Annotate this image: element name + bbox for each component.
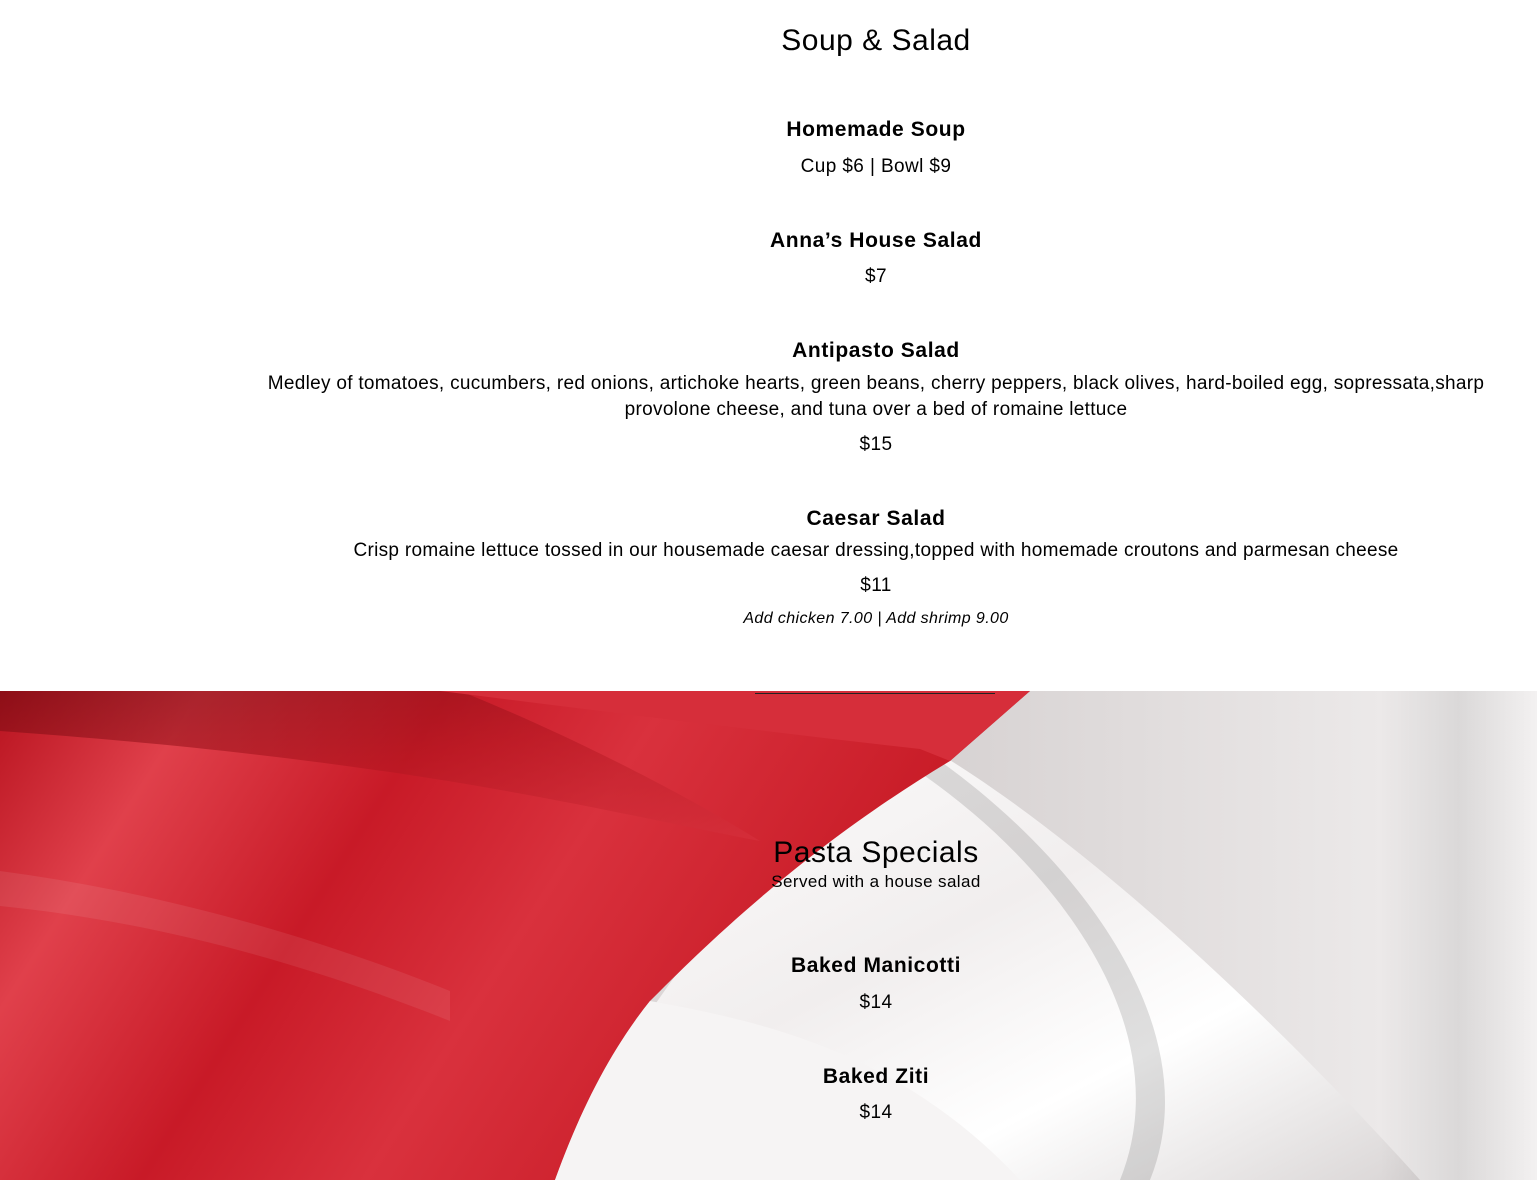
item-price: $11	[860, 575, 892, 596]
item-price: $15	[859, 434, 893, 455]
item-name: Baked Manicotti	[790, 954, 962, 977]
section-divider	[755, 693, 995, 694]
menu-item	[215, 507, 1537, 531]
item-price: $7	[865, 266, 887, 287]
item-name: Baked Ziti	[822, 1065, 930, 1088]
item-price: Cup $6 | Bowl $9	[800, 156, 952, 177]
item-description: Medley of tomatoes, cucumbers, red onions, artichoke hearts, green beans, cherry peppers, black olives, hard-boiled egg, sopressata,sharp provolone cheese, and tuna over a bed of romaine lettuce	[267, 373, 1485, 420]
item-description: Crisp romaine lettuce tossed in our housemade caesar dressing,topped with homemade croutons and parmesan cheese	[353, 540, 1399, 561]
item-price: $14	[859, 992, 893, 1013]
section-title-soup-salad: Soup & Salad	[781, 24, 971, 57]
item-name: Antipasto Salad	[792, 339, 960, 362]
item-addon-note: Add chicken 7.00 | Add shrimp 9.00	[743, 610, 1009, 627]
menu-item	[215, 229, 1537, 253]
section-title-pasta-specials: Pasta Specials	[773, 836, 979, 869]
section-subtitle: Served with a house salad	[771, 872, 981, 891]
item-name: Caesar Salad	[806, 507, 946, 530]
item-name: Anna’s House Salad	[770, 229, 982, 252]
menu-item	[215, 118, 1537, 142]
menu-item	[215, 954, 1537, 978]
item-name: Homemade Soup	[786, 118, 966, 141]
menu-item	[215, 339, 1537, 363]
item-price: $14	[859, 1102, 893, 1123]
menu-item	[215, 1065, 1537, 1089]
